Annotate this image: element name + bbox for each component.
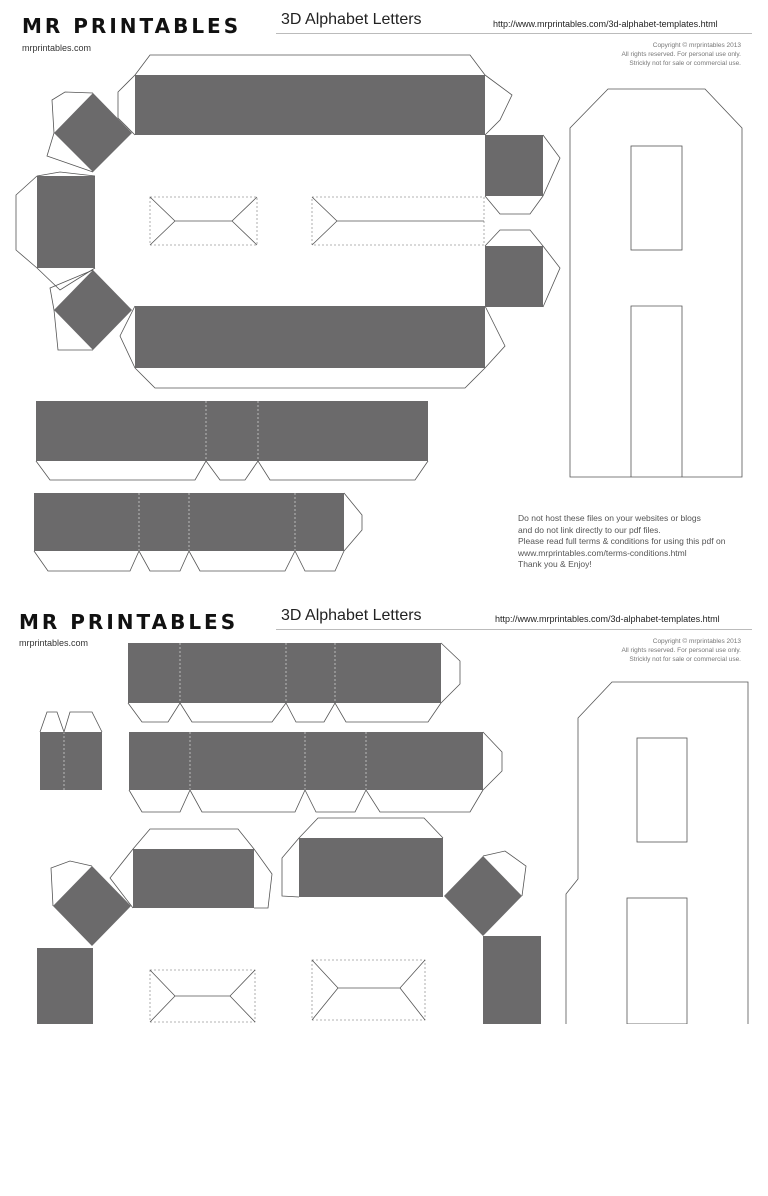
glue-tab [485,306,505,368]
glue-tab [135,368,485,388]
side-panel [483,936,541,1024]
source-url: http://www.mrprintables.com/3d-alphabet-templates.html [493,19,718,29]
notice-line: Do not host these files on your websites or blogs [518,513,701,523]
glue-tab [485,230,543,246]
glue-tab [485,196,543,214]
brand-logo: MR PRINTABLES [19,610,239,634]
glue-tab [543,246,560,307]
copyright-line: Strickly not for sale or commercial use. [629,60,741,67]
corner-panel [53,866,131,946]
side-panel [485,246,543,307]
glue-tab [254,849,272,908]
side-panel [37,948,93,1024]
bevel-fold [312,960,425,1020]
brand-logo: MR PRINTABLES [22,14,242,38]
page-title: 3D Alphabet Letters [281,607,422,624]
letter-hole [637,738,687,842]
glue-tab [36,461,428,480]
usage-notice [518,513,725,571]
letter-net-sheet-2 [0,596,768,1024]
brand-url: mrprintables.com [19,638,89,648]
copyright-line: All rights reserved. For personal use only. [621,647,741,654]
glue-tab [16,176,37,268]
brand-url: mrprintables.com [22,43,92,53]
letter-hole [631,146,682,250]
bevel-fold [312,197,484,245]
glue-tab [40,712,102,732]
corner-panel [444,856,522,936]
notice-line: Please read full terms & conditions for using this pdf on [518,536,726,546]
letter-face-outline [570,89,742,477]
side-panel [135,75,485,135]
glue-tab [34,551,344,571]
side-panel [37,176,95,268]
bevel-fold [150,970,255,1022]
glue-tab [344,493,362,551]
corner-panel [54,93,132,172]
copyright-line: Strickly not for sale or commercial use. [629,656,741,663]
side-panel [133,849,254,908]
notice-line: www.mrprintables.com/terms-conditions.html [518,547,687,558]
glue-tab [483,732,502,790]
side-panel [135,306,485,368]
side-strip [128,643,441,703]
side-panel [40,732,102,790]
template-sheet-2 [0,596,768,1196]
copyright-line: Copyright © mrprintables 2013 [652,638,741,645]
letter-gap [631,306,682,477]
copyright-line: Copyright © mrprintables 2013 [652,42,741,49]
glue-tab [543,135,560,196]
glue-tab [299,818,443,838]
glue-tab [441,643,460,703]
glue-tab [282,838,299,897]
side-panel [299,838,443,897]
glue-tab [133,829,254,849]
fold-window [312,960,425,1020]
letter-gap [627,898,687,1024]
glue-tab [135,55,485,75]
side-strip [36,401,428,461]
side-panel [485,135,543,196]
page-title: 3D Alphabet Letters [281,11,422,28]
corner-panel [54,270,132,350]
glue-tab [485,75,512,135]
glue-tab [129,790,483,812]
notice-line: and do not link directly to our pdf files. [518,524,661,535]
letter-face-outline [566,682,748,1024]
glue-tab [37,172,95,176]
side-strip [129,732,483,790]
copyright-line: All rights reserved. For personal use only. [621,51,741,58]
bevel-fold [150,197,257,245]
notice-line: Thank you & Enjoy! [518,559,592,569]
source-url: http://www.mrprintables.com/3d-alphabet-templates.html [495,614,720,624]
glue-tab [128,703,441,722]
